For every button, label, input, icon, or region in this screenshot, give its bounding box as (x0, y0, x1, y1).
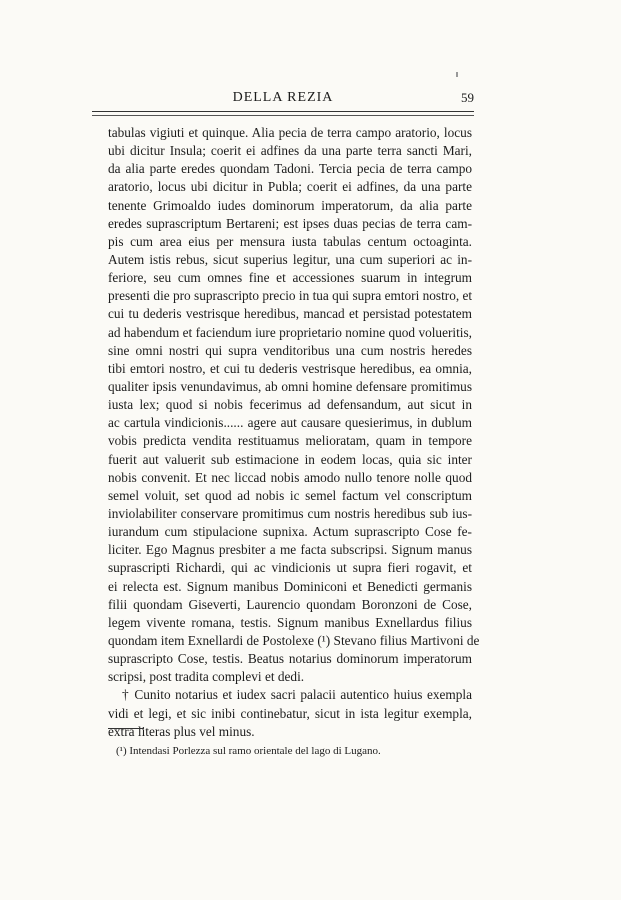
text-line: fuerit aut valuerit sub estimacione in eodem locas, quia sic inter (108, 451, 472, 467)
text-line: inviolabiliter conservare promitimus cum nostris heredibus sub ius- (108, 505, 472, 521)
text-line: ad habendum et faciendum iure proprietario nomine quod volueritis, (108, 324, 472, 340)
text-line: suprascripto Cose, testis. Beatus notarius dominorum imperatorum (108, 651, 472, 667)
text-line: legem vivente romana, testis. Signum manibus Exnellardus filius (108, 614, 472, 630)
text-line: tabulas vigiuti et quinque. Alia pecia de terra campo aratorio, locus (108, 125, 472, 140)
text-line: tibi emtori nostro, et cui tu dederis vestrisque heredibus, ea omnia, (108, 360, 472, 376)
text-line: ubi dicitur Insula; coerit ei adfines da una parte terra sancti Mari, (108, 143, 472, 159)
text-line: presenti die pro suprascripto precio in tua qui supra emtori nostro, et (108, 288, 473, 304)
text-line: feriore, seu cum omnes fine et accessiones suarum in integrum (108, 270, 472, 286)
header-title: DELLA REZIA (232, 90, 334, 105)
header-rule-thick (92, 111, 474, 112)
text-line: sine omni nostri qui supra venditoribus una cum nostris heredes (108, 342, 472, 358)
text-line: vobis predicta vendita restituamus melioratam, quam in tempore (108, 433, 472, 449)
text-line: † Cunito notarius et iudex sacri palacii autentico huius exempla (122, 687, 472, 703)
text-line: Autem istis rebus, sicut superius legitur, una cum superiori ac in- (108, 251, 472, 267)
text-line: aratorio, locus ubi dicitur in Publa; coerit ei adfines, da una parte (108, 179, 472, 195)
text-line: filii quondam Giseverti, Laurencio quondam Boronzoni de Cose, (108, 596, 472, 612)
body-text (108, 124, 480, 741)
text-line: vidi et legi, et sic inibi continebatur, sicut in ista legitur exempla, (108, 705, 472, 721)
text-line: nobis convenit. Et nec liccad nobis amodo nullo tenore nolle quod (108, 469, 472, 485)
text-line: liciter. Ego Magnus presbiter a me facta subscripsi. Signum manus (108, 542, 472, 558)
text-line: semel voluit, set quod ad nobis ic semel factum vel conscriptum (108, 487, 472, 503)
text-line: pis cum area eius per mensura iusta tabulas centum octoaginta. (108, 233, 472, 249)
text-line: qualiter ipsis venundavimus, ab omni homine defensare promitimus (108, 378, 472, 394)
text-line: ac cartula vindicionis...... agere aut causare quesierimus, in dublum (108, 415, 472, 431)
footnote-rule (108, 728, 144, 729)
text-line: extra literas plus vel minus. (108, 723, 255, 739)
page-number: 59 (461, 90, 474, 105)
text-line: ei relecta est. Signum manibus Dominiconi et Benedicti germanis (108, 578, 472, 594)
text-line: iusta lex; quod si nobis fecerimus ad defensandum, aut sicut in (108, 397, 472, 413)
text-line: tenente Grimoaldo iudes dominorum imperatorum, da alia parte (108, 197, 472, 213)
text-line: cui tu dederis vestrisque heredibus, mancad et persistad potestatem (108, 306, 472, 322)
footnote: (¹) Intendasi Porlezza sul ramo orientale del lago di Lugano. (116, 745, 381, 757)
running-header (92, 90, 474, 110)
header-rule-thin (92, 115, 474, 116)
text-line: suprascripti Richardi, qui ac vindicionis ut supra fieri rogavit, et (108, 560, 472, 576)
text-line: da alia parte eredes quondam Tadoni. Tercia pecia de terra campo (108, 161, 472, 177)
text-line: scripsi, post tradita complevi et dedi. (108, 669, 305, 685)
text-line: eredes suprascriptum Bertareni; est ipses duas pecias de terra cam- (108, 215, 472, 231)
text-line: iurandum cum stipulacione supnixa. Actum suprascripto Cose fe- (108, 524, 472, 540)
margin-mark (456, 72, 458, 77)
text-line: quondam item Exnellardi de Postolexe (¹) Stevano filius Martivoni de (108, 632, 480, 648)
